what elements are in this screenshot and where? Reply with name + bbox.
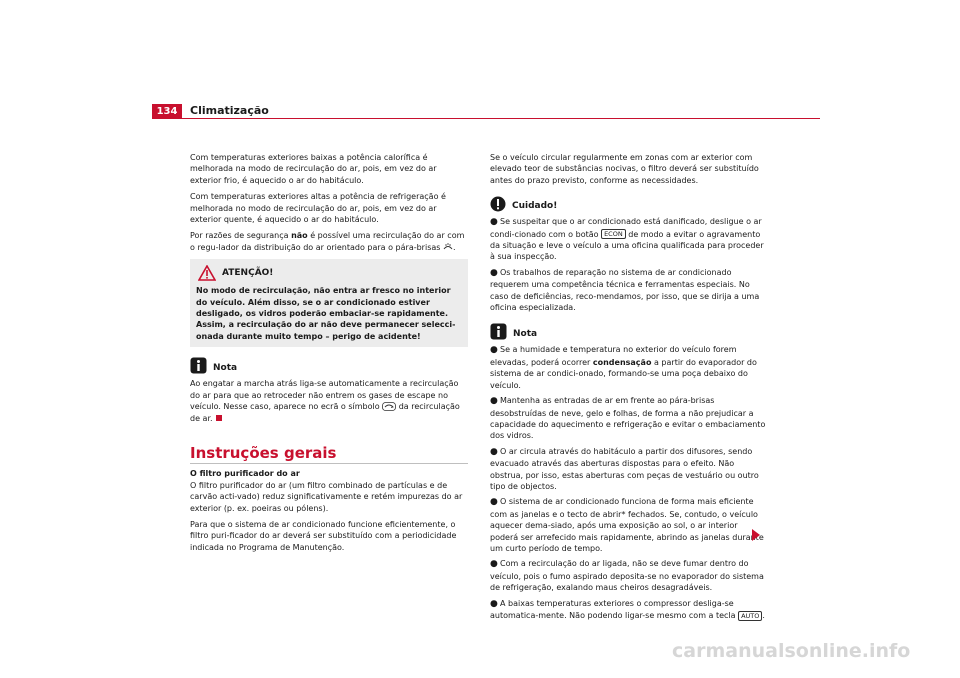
econ-key: ECON — [601, 229, 626, 239]
paragraph: Com temperaturas exteriores baixas a potência calorífica é melhorada na modo de recirculação do ar, pois, em vez do ar exterior frio, é aquecido o ar do habitáculo. — [190, 153, 437, 185]
right-column — [490, 152, 768, 625]
note-text: Ao engatar a marcha atrás liga-se automaticamente a recirculação do ar para que ao retroceder não entrem os gases de escape no veículo. Nesse caso, aparece no ecrã o símbolo da recirculação de ar. — [190, 379, 460, 423]
list-item: ● Os trabalhos de reparação no sistema de ar condicionado requerem uma competência técnica e ferramentas especiais. No caso de deficiências, reco-mendamos, por isso, que se dirija a uma oficina especializada. — [490, 267, 760, 313]
header-rule — [152, 118, 820, 119]
continue-arrow-icon — [752, 529, 760, 541]
caution-icon — [490, 196, 506, 212]
list-item: ● Se a humidade e temperatura no exterior do veículo forem elevadas, poderá ocorrer condensação a partir do evaporador do sistema de ar condici-onado, formando-se uma poça debaixo do veículo. — [490, 345, 757, 390]
page-number-tab: 134 — [152, 104, 182, 118]
section-end-marker — [216, 415, 222, 421]
warning-title: ATENÇÃO! — [222, 267, 274, 278]
windshield-defrost-icon — [443, 243, 453, 251]
paragraph: Por razões de segurança não é possível uma recirculação do ar com o regu-lador da distribuição do ar orientado para o pára-brisas . — [190, 231, 465, 252]
air-recirculation-icon — [382, 402, 396, 411]
caution-title: Cuidado! — [512, 200, 558, 211]
warning-text: No modo de recirculação, não entra ar fresco no interior do veículo. Além disso, se o ar condicionado estiver desligado, os vidros poderão embaciar-se rapidamente. Assim, a recirculação do ar não deve permanecer selecci-onada durante muito tempo – perigo de acidente! — [196, 286, 456, 341]
note-title: Nota — [513, 329, 538, 340]
list-item: ● Se suspeitar que o ar condicionado está danificado, desligue o ar condi-cionado com o botão ECON de modo a evitar o agravamento da situação e leve o veículo a uma oficina qualificada para proceder à sua inspecção. — [490, 217, 764, 262]
auto-key: AUTO — [738, 611, 762, 621]
list-item: ● O ar circula através do habitáculo a partir dos difusores, sendo evacuado através das aberturas dispostas para o efeito. Não obstrua, por isso, estas aberturas com peças de vestuário ou outro tipo de objectos. — [490, 446, 759, 491]
paragraph: Com temperaturas exteriores altas a potência de refrigeração é melhorada no modo de recirculação do ar, pois, em vez do ar exterior quente, é aquecido o ar do habitáculo. — [190, 192, 446, 225]
list-item: ● Mantenha as entradas de ar em frente ao pára-brisas desobstruídas de neve, gelo e folhas, de forma a não prejudicar a capacidade do aquecimento e refrigeração e evitar o embaciamento dos vidros. — [490, 396, 766, 441]
paragraph: O filtro purificador do ar (um filtro combinado de partículas e de carvão acti-vado) reduz significativamente e retém impurezas do ar exterior (p. ex. poeiras ou pólens). — [190, 480, 463, 513]
note-title: Nota — [213, 362, 238, 373]
paragraph: Se o veículo circular regularmente em zonas com ar exterior com elevado teor de substâncias nocivas, o filtro deverá ser substituído antes do prazo previsto, conforme as necessidades. — [490, 153, 759, 185]
sub-heading: O filtro purificador do ar — [190, 469, 300, 479]
paragraph: Para que o sistema de ar condicionado funcione eficientemente, o filtro puri-ficador do ar deverá ser substituído com a periodicidade indicada no Programa de Manutenção. — [190, 519, 457, 552]
list-item: ● A baixas temperaturas exteriores o compressor desliga-se automatica-mente. Não podendo ligar-se mesmo com a tecla AUTO . — [490, 598, 765, 620]
note-info-icon — [190, 357, 207, 374]
watermark: carmanualsonline.info — [672, 640, 911, 662]
note-info-icon — [490, 323, 507, 340]
left-column — [190, 152, 468, 558]
chapter-title: Climatização — [190, 104, 269, 117]
list-item: ● Com a recirculação do ar ligada, não se deve fumar dentro do veículo, pois o fumo aspirado deposita-se no evaporador do sistema de refrigeração, exalando maus cheiros desagradáveis. — [490, 559, 764, 593]
list-item: ● O sistema de ar condicionado funciona de forma mais eficiente com as janelas e o tecto de abrir* fechados. Se, contudo, o veículo aquecer dema-siado, após uma exposição ao sol, o ar interior poderá ser arrefecido mais rapidamente, abrindo as janelas durante um curto período de tempo. — [490, 497, 764, 553]
warning-triangle-icon — [198, 265, 216, 281]
warning-box — [190, 259, 468, 347]
section-heading: Instruções gerais — [190, 448, 468, 464]
